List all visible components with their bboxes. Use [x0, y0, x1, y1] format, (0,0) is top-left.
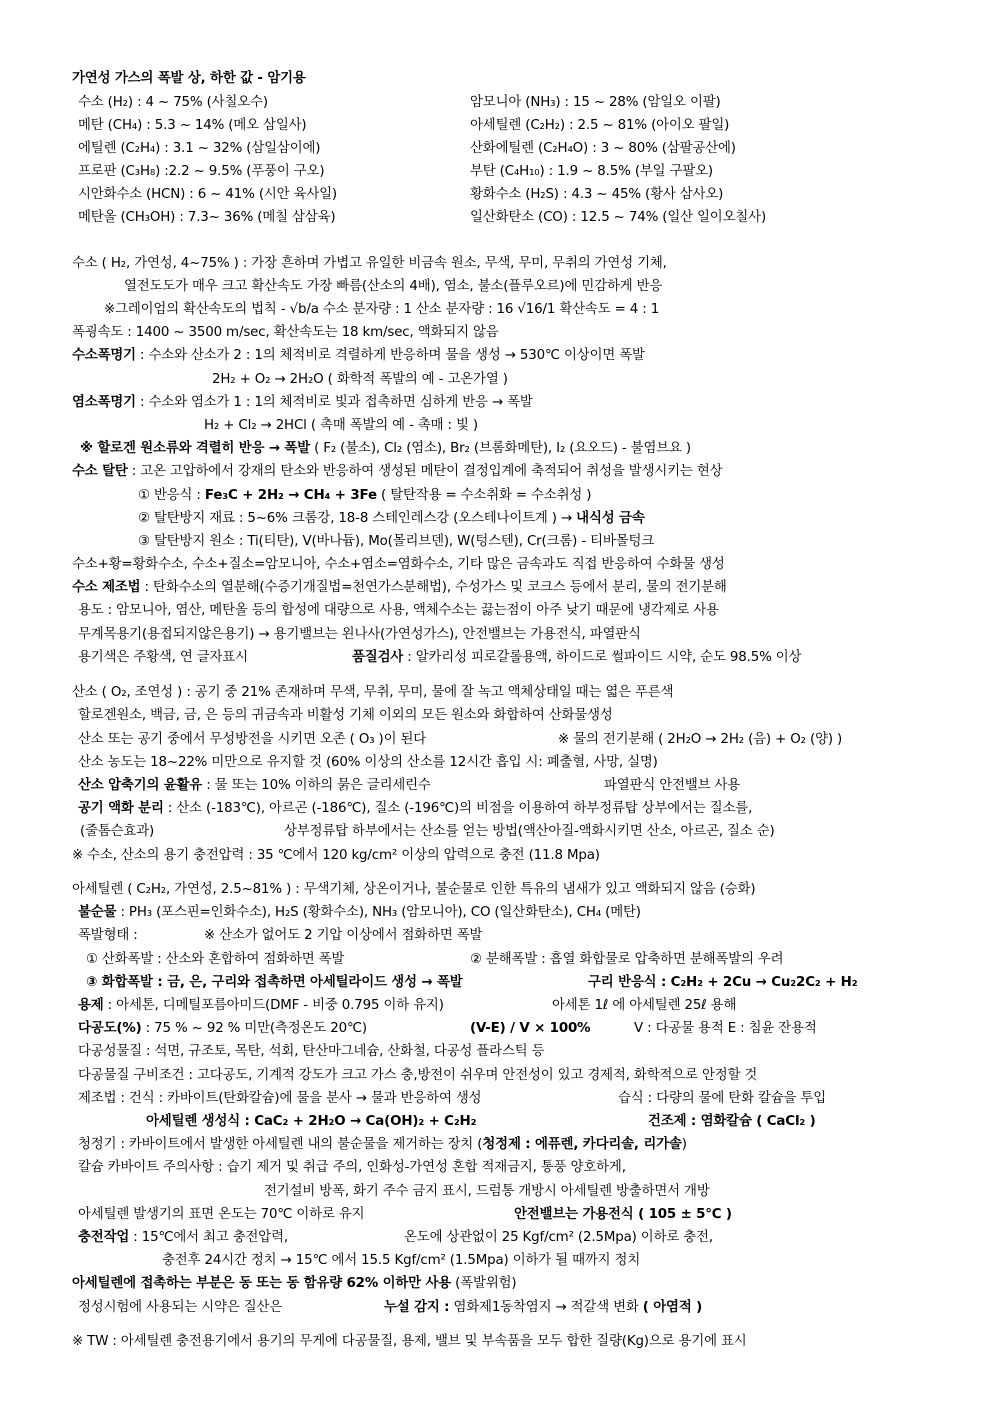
- o-line: 산소 ( O₂, 조연성 ) : 공기 중 21% 존재하며 무색, 무취, 무미, 물에 잘 녹고 액체상태일 때는 엷은 푸른색: [72, 685, 674, 700]
- a-line: 다공성물질 : 석면, 규조토, 목탄, 석회, 탄산마그네슘, 산화철, 다공성 플라스틱 등: [78, 1044, 545, 1059]
- a-text: : 아세톤, 디메틸포름아미드(DMF - 비중 0.795 이하 유지): [103, 998, 444, 1013]
- h-term: Fe₃C + 2H₂ → CH₄ + 3Fe: [204, 488, 377, 503]
- a-line: 충전후 24시간 정치 → 15℃ 에서 15.5 Kgf/cm² (1.5Mpa) 이하가 될 때까지 정치: [162, 1253, 641, 1268]
- h-line: [80, 438, 691, 461]
- limit-right: 아세틸렌 (C₂H₂) : 2.5 ~ 81% (아이오 팔일): [470, 118, 730, 133]
- a-term: 충전작업: [78, 1230, 130, 1245]
- o-line: (줄톰슨효과): [80, 824, 155, 839]
- h-text: : 고온 고압하에서 강재의 탄소와 반응하여 생성된 메탄이 결정입계에 축적되어 취성을 발생시키는 현상: [127, 464, 723, 479]
- h-equation: 2H₂ + O₂ → 2H₂O ( 화학적 폭발의 예 - 고온가열 ): [212, 372, 508, 387]
- a-line: ① 산화폭발 : 산소와 혼합하여 점화하면 폭발: [86, 952, 345, 967]
- h-line: [138, 508, 645, 531]
- h-text: ① 반응식 :: [138, 488, 205, 503]
- a-line: 칼슘 카바이트 주의사항 : 습기 제거 및 취급 주의, 인화성-가연성 혼합 적재금지, 통풍 양호하게,: [78, 1160, 626, 1175]
- a-term: 누설 감지 :: [384, 1300, 450, 1315]
- limit-right: 암모니아 (NH₃) : 15 ~ 28% (암일오 이팔): [470, 95, 721, 110]
- a-text: : PH₃ (포스핀=인화수소), H₂S (황화수소), NH₃ (암모니아), CO (일산화탄소), CH₄ (메탄): [116, 905, 641, 920]
- h-text: : 탄화수소의 열분해(수증기개질법=천연가스분해법), 수성가스 및 코크스 등에서 분리, 물의 전기분해: [140, 580, 727, 595]
- limit-right: 산화에틸렌 (C₂H₄O) : 3 ~ 80% (삼팔공산에): [470, 141, 736, 156]
- h-line: [352, 647, 801, 670]
- a-text: ): [681, 1137, 687, 1152]
- a-line: 폭발형태 :: [78, 928, 138, 943]
- h-line: 수소 ( H₂, 가연성, 4~75% ) : 가장 흔하며 가볍고 유일한 비금속 원소, 무색, 무미, 무취의 가연성 기체,: [72, 256, 667, 271]
- a-line: ② 분해폭발 : 흡열 화합물로 압축하면 분해폭발의 우려: [470, 952, 784, 967]
- a-line: 습식 : 다량의 물에 탄화 칼슘을 투입: [618, 1091, 826, 1106]
- a-line: [78, 1018, 367, 1041]
- a-line: 아세톤 1ℓ 에 아세틸렌 25ℓ 용해: [552, 998, 737, 1013]
- a-formula: (V-E) / V × 100%: [470, 1021, 591, 1036]
- h-line: 수소+황=황화수소, 수소+질소=암모니아, 수소+염소=염화수소, 기타 많은 금속과도 직접 반응하여 수화물 생성: [72, 557, 725, 572]
- a-line: 정성시험에 사용되는 시약은 질산은: [78, 1300, 283, 1315]
- limit-left: 메탄 (CH₄) : 5.3 ~ 14% (메오 삼일사): [78, 118, 307, 133]
- a-term: 불순물: [78, 905, 117, 920]
- o-text: : 산소 (-183℃), 아르곤 (-186℃), 질소 (-196℃)의 비점을 이용하여 하부정류탑 상부에서는 질소를,: [163, 801, 753, 816]
- a-line: [78, 995, 444, 1018]
- h-line: [72, 461, 722, 484]
- h-line: 열전도도가 매우 크고 확산속도 가장 빠름(산소의 4배), 염소, 불소(플루오르)에 민감하게 반응: [124, 279, 663, 294]
- a-term: 아세틸렌 생성식 : CaC₂ + 2H₂O → Ca(OH)₂ + C₂H₂: [146, 1114, 477, 1129]
- o-term: 산소 압축기의 윤활유: [78, 778, 203, 793]
- h-term: 내식성 금속: [576, 511, 645, 526]
- h-equation: H₂ + Cl₂ → 2HCl ( 촉매 폭발의 예 - 촉매 : 빛 ): [204, 418, 478, 433]
- a-term: 건조제 : 염화칼슘 ( CaCl₂ ): [648, 1114, 816, 1129]
- h-text: : 수소와 산소가 2 : 1의 체적비로 격렬하게 반응하며 물을 생성 → 530℃ 이상이면 폭발: [135, 348, 645, 363]
- o-line: [78, 798, 752, 821]
- a-text: : 15℃에서 최고 충전압력,: [129, 1230, 288, 1245]
- h-line: 폭굉속도 : 1400 ~ 3500 m/sec, 확산속도는 18 km/sec, 액화되지 않음: [72, 325, 499, 340]
- a-line: 온도에 상관없이 25 Kgf/cm² (2.5Mpa) 이하로 충전,: [404, 1230, 713, 1245]
- o-line: 산소 또는 공기 중에서 무성방전을 시키면 오존 ( O₃ )이 된다: [78, 732, 427, 747]
- a-text: (폭발위험): [451, 1276, 517, 1291]
- limit-left: 프로판 (C₃H₈) :2.2 ~ 9.5% (푸풍이 구오): [78, 164, 325, 179]
- limit-left: 메탄올 (CH₃OH) : 7.3~ 36% (메칠 삼삼육): [78, 210, 336, 225]
- o-line: 할로겐원소, 백금, 금, 은 등의 귀금속과 비활성 기체 이외의 모든 원소와 화합하여 산화물생성: [78, 708, 613, 723]
- h-line: [72, 392, 533, 415]
- a-line: 다공물질 구비조건 : 고다공도, 기계적 강도가 크고 가스 충,방전이 쉬우며 안전성이 있고 경제적, 화학적으로 안정할 것: [78, 1068, 758, 1083]
- a-line: 제조법 : 건식 : 카바이트(탄화칼슘)에 물을 분사 → 물과 반응하여 생성: [78, 1091, 482, 1106]
- a-term: 구리 반응식 : C₂H₂ + 2Cu → Cu₂2C₂ + H₂: [588, 975, 858, 990]
- a-line: 전기설비 방폭, 화기 주수 금지 표시, 드럼통 개방시 아세틸렌 방출하면서 개방: [264, 1184, 710, 1199]
- a-term: 다공도(%): [78, 1021, 142, 1036]
- a-line: [78, 902, 641, 925]
- a-line: [78, 1227, 288, 1250]
- a-line: [72, 1273, 516, 1296]
- o-term: 공기 액화 분리: [78, 801, 164, 816]
- limit-right: 황화수소 (H₂S) : 4.3 ~ 45% (황사 삼사오): [470, 187, 724, 202]
- h-text: ( F₂ (불소), Cl₂ (염소), Br₂ (브롬화메탄), I₂ (요오드) - 불염브요 ): [310, 441, 691, 456]
- h-term: ※ 할로겐 원소류와 격렬히 반응 → 폭발: [80, 441, 311, 456]
- h-text: ( 탈탄작용 = 수소취화 = 수소취성 ): [376, 488, 592, 503]
- h-line: 무계목용기(용접되지않은용기) → 용기밸브는 왼나사(가연성가스), 안전밸브는 가용전식, 파열판식: [78, 627, 641, 642]
- o-line: ※ 수소, 산소의 용기 충전압력 : 35 ℃에서 120 kg/cm² 이상의 압력으로 충전 (11.8 Mpa): [72, 848, 600, 863]
- a-text: 청정기 : 카바이트에서 발생한 아세틸렌 내의 불순물을 제거하는 장치 (: [78, 1137, 483, 1152]
- o-text: : 물 또는 10% 이하의 묽은 글리세린수: [202, 778, 431, 793]
- doc-title: 가연성 가스의 폭발 상, 하한 값 - 암기용: [72, 71, 306, 86]
- a-line: ※ TW : 아세틸렌 충전용기에서 용기의 무게에 다공물질, 용제, 밸브 및 부속품을 모두 합한 질량(Kg)으로 용기에 표시: [72, 1334, 747, 1349]
- h-term: 수소폭명기: [72, 348, 136, 363]
- h-line: ③ 탈탄방지 원소 : Ti(티탄), V(바나듐), Mo(몰리브덴), W(텅스텐), Cr(크롬) - 티바몰텅크: [138, 534, 655, 549]
- a-line: [384, 1297, 702, 1320]
- h-line: [138, 485, 591, 508]
- a-line: ※ 산소가 없어도 2 기압 이상에서 점화하면 폭발: [204, 928, 483, 943]
- o-line: 산소 농도는 18~22% 미만으로 유지할 것 (60% 이상의 산소를 12시간 흡입 시: 폐출혈, 사망, 실명): [78, 755, 658, 770]
- h-term: 염소폭명기: [72, 395, 136, 410]
- h-line: 용기색은 주황색, 연 글자표시: [78, 650, 248, 665]
- a-line: V : 다공물 용적 E : 침윤 잔용적: [634, 1021, 817, 1036]
- h-term: 수소 제조법: [72, 580, 141, 595]
- a-term: 안전밸브는 가용전식 ( 105 ± 5℃ ): [514, 1207, 732, 1222]
- o-line: [78, 775, 431, 798]
- a-term: 청정제 : 에퓨렌, 카다리솔, 리가솔: [482, 1137, 682, 1152]
- h-line: 용도 : 암모니아, 염산, 메탄올 등의 합성에 대량으로 사용, 액체수소는 끓는점이 아주 낮기 때문에 냉각제로 사용: [78, 603, 719, 618]
- a-text: 염화제1동착염지 → 적갈색 변화: [449, 1300, 643, 1315]
- a-term: 아세틸렌에 접촉하는 부분은 동 또는 동 함유량 62% 이하만 사용: [72, 1276, 452, 1291]
- limit-left: 수소 (H₂) : 4 ~ 75% (사칠오수): [78, 95, 268, 110]
- h-text: : 수소와 염소가 1 : 1의 체적비로 빛과 접촉하면 심하게 반응 → 폭발: [135, 395, 533, 410]
- a-term: ( 아염적 ): [642, 1300, 703, 1315]
- a-line: 아세틸렌 발생기의 표면 온도는 70℃ 이하로 유지: [78, 1207, 365, 1222]
- o-line: ※ 물의 전기분해 ( 2H₂O → 2H₂ (음) + O₂ (양) ): [558, 732, 843, 747]
- limit-left: 시안화수소 (HCN) : 6 ~ 41% (시안 육사일): [78, 187, 337, 202]
- h-line: [72, 345, 645, 368]
- a-line: [78, 1134, 687, 1157]
- h-text: : 알카리성 피로갈롤용액, 하이드로 썰파이드 시약, 순도 98.5% 이상: [403, 650, 802, 665]
- h-line: ※그레이엄의 확산속도의 법칙 - √b/a 수소 분자량 : 1 산소 분자량 : 16 √16/1 확산속도 = 4 : 1: [104, 302, 660, 317]
- a-line: 아세틸렌 ( C₂H₂, 가연성, 2.5~81% ) : 무색기체, 상온이거나, 불순물로 인한 특유의 냄새가 있고 액화되지 않음 (승화): [72, 882, 756, 897]
- a-text: : 75 % ~ 92 % 미만(측정온도 20℃): [141, 1021, 367, 1036]
- o-line: 상부정류탑 하부에서는 산소를 얻는 방법(액산아질-액화시키면 산소, 아르곤, 질소 순): [284, 824, 775, 839]
- h-term: 수소 탈탄: [72, 464, 128, 479]
- a-term: ③ 화합폭발 : 금, 은, 구리와 접촉하면 아세틸라이드 생성 → 폭발: [86, 975, 463, 990]
- limit-left: 에틸렌 (C₂H₄) : 3.1 ~ 32% (삼일삼이에): [78, 141, 321, 156]
- limit-right: 일산화탄소 (CO) : 12.5 ~ 74% (일산 일이오칠사): [470, 210, 767, 225]
- o-line: 파열판식 안전밸브 사용: [604, 778, 741, 793]
- h-line: [72, 577, 727, 600]
- h-term: 품질검사: [352, 650, 404, 665]
- a-term: 용제: [78, 998, 104, 1013]
- h-text: ② 탈탄방지 재료 : 5~6% 크롬강, 18-8 스테인레스강 (오스테나이트계 ) →: [138, 511, 577, 526]
- limit-right: 부탄 (C₄H₁₀) : 1.9 ~ 8.5% (부일 구팔오): [470, 164, 714, 179]
